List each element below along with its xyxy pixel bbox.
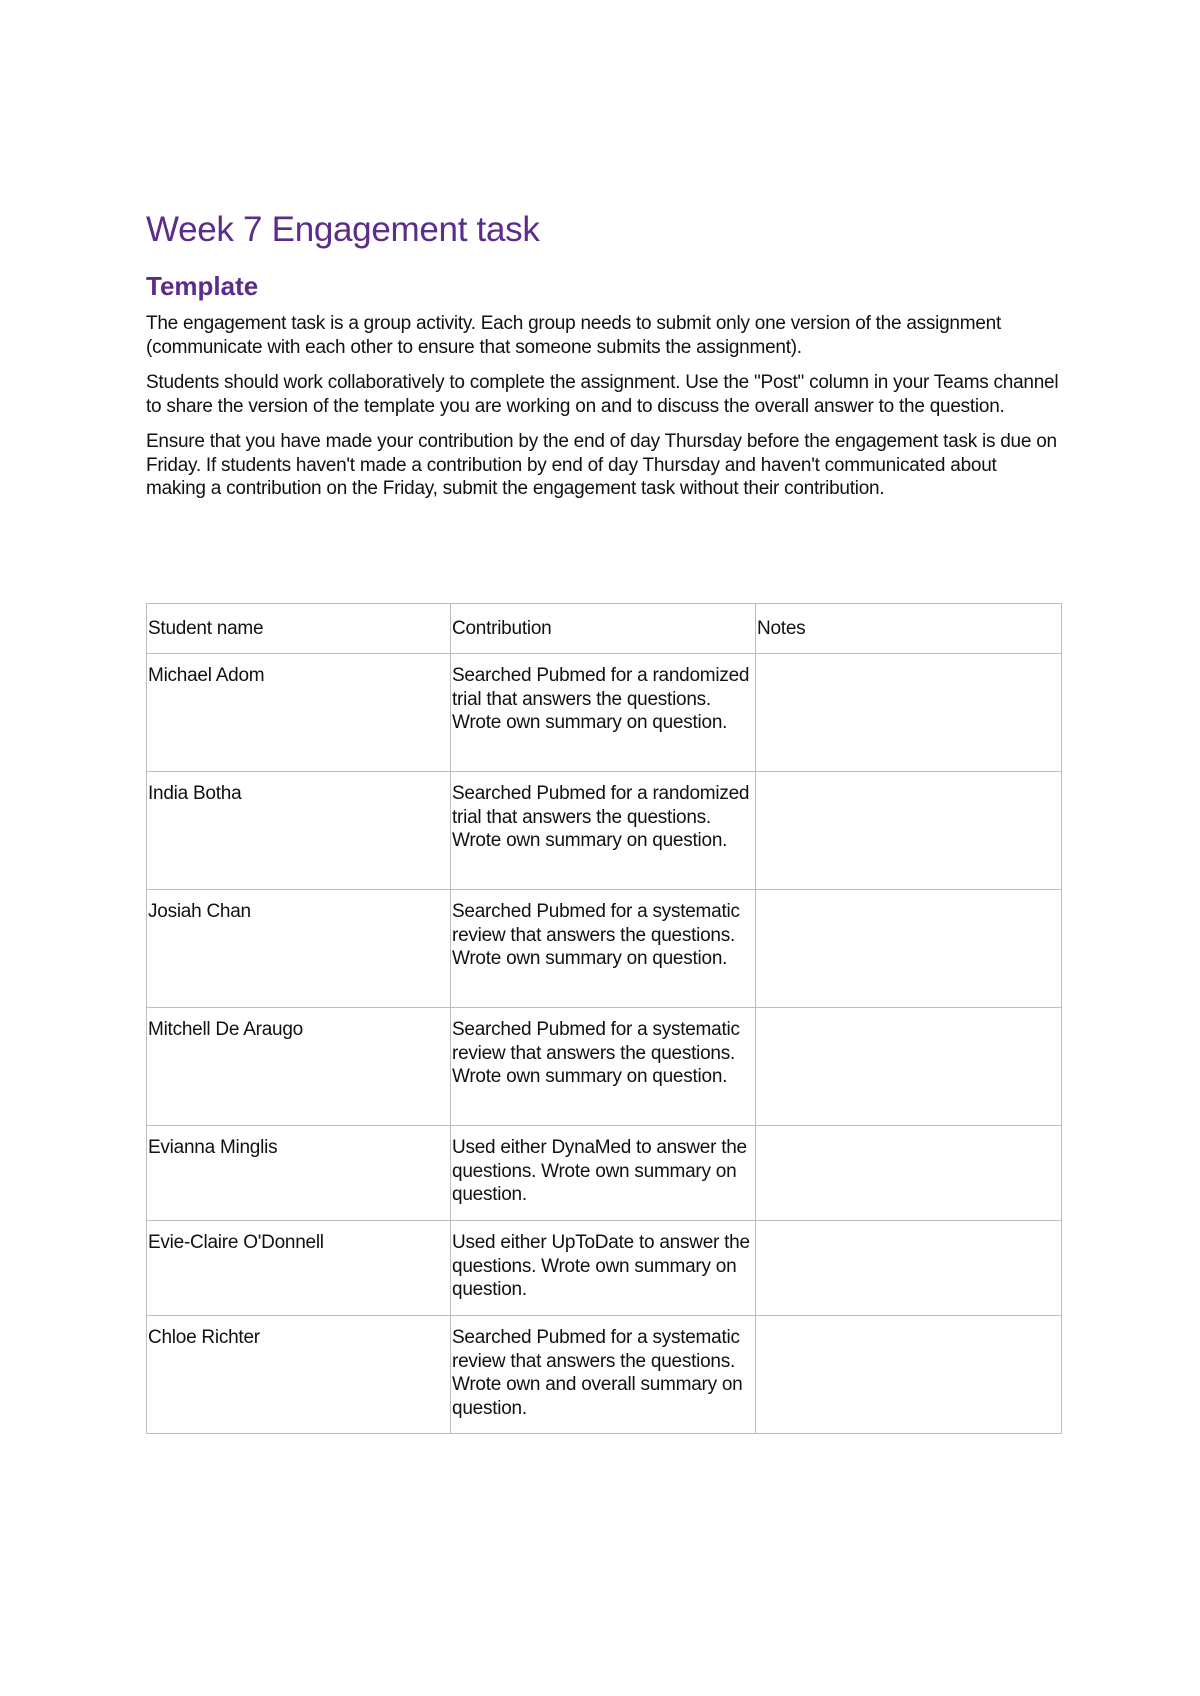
contribution-cell: Searched Pubmed for a systematic review that answers the questions. Wrote own summary on question. [451,890,756,1008]
table-row [147,654,1062,772]
notes-cell[interactable] [756,772,1062,890]
student-name-cell: Josiah Chan [147,890,451,1008]
notes-cell[interactable] [756,1221,1062,1316]
table-header-row [147,604,1062,654]
contribution-table [146,603,1062,1434]
student-name-cell: Evie-Claire O'Donnell [147,1221,451,1316]
table-row [147,1316,1062,1434]
header-contribution: Contribution [451,604,756,654]
table-row [147,890,1062,1008]
contribution-cell: Used either UpToDate to answer the questions. Wrote own summary on question. [451,1221,756,1316]
table-row [147,1126,1062,1221]
document-title: Week 7 Engagement task [146,210,540,249]
deadline-paragraph: Ensure that you have made your contribution by the end of day Thursday before the engagement task is due on Friday. If students haven't made a contribution by end of day Thursday and haven't communicated about making a contribution on the Friday, submit the engagement task without their contribution. [146,431,1057,499]
contribution-cell: Searched Pubmed for a systematic review that answers the questions. Wrote own and overall summary on question. [451,1316,756,1434]
notes-cell[interactable] [756,890,1062,1008]
student-name-cell: Michael Adom [147,654,451,772]
header-notes: Notes [756,604,1062,654]
contribution-cell: Searched Pubmed for a randomized trial that answers the questions. Wrote own summary on question. [451,654,756,772]
document-subtitle: Template [146,271,259,301]
student-name-cell: Mitchell De Araugo [147,1008,451,1126]
contribution-cell: Searched Pubmed for a randomized trial that answers the questions. Wrote own summary on question. [451,772,756,890]
notes-cell[interactable] [756,1316,1062,1434]
table-row [147,1221,1062,1316]
notes-cell[interactable] [756,1008,1062,1126]
collaboration-paragraph: Students should work collaboratively to complete the assignment. Use the "Post" column in your Teams channel to share the version of the template you are working on and to discuss the overall answer to the question. [146,372,1059,417]
student-name-cell: India Botha [147,772,451,890]
document-page [146,208,1060,1419]
notes-cell[interactable] [756,1126,1062,1221]
table-row [147,772,1062,890]
contribution-cell: Searched Pubmed for a systematic review that answers the questions. Wrote own summary on question. [451,1008,756,1126]
notes-cell[interactable] [756,654,1062,772]
student-name-cell: Chloe Richter [147,1316,451,1434]
contribution-cell: Used either DynaMed to answer the questions. Wrote own summary on question. [451,1126,756,1221]
table-row [147,1008,1062,1126]
header-student-name: Student name [147,604,451,654]
intro-paragraph: The engagement task is a group activity. Each group needs to submit only one version of the assignment (communicate with each other to ensure that someone submits the assignment). [146,313,1001,358]
student-name-cell: Evianna Minglis [147,1126,451,1221]
